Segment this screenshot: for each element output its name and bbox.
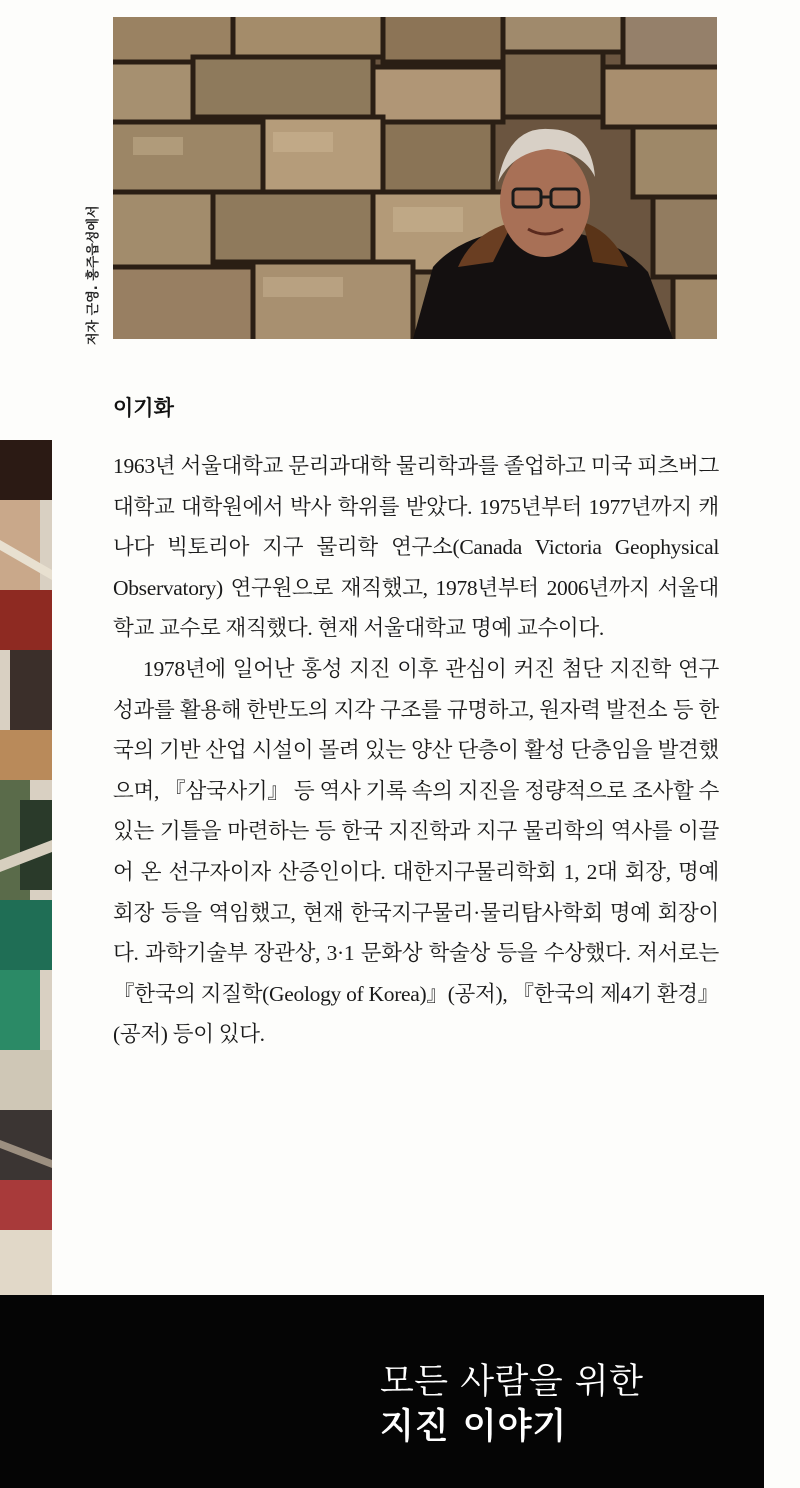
bio-paragraph-2: 1978년에 일어난 홍성 지진 이후 관심이 커진 첨단 지진학 연구 성과를 활용해 한반도의 지각 구조를 규명하고, 원자력 발전소 등 한국의 기반 산업 시설이 몰려 있는 양산 단층이 활성 단층임을 발견했으며, 『삼국사기』 등 역사 기록 속의 지진을 정량적으로 조사할 수 있는 기틀을 마련하는 등 한국 지진학과 지구 물리학의 역사를 이끌어 온 선구자이자 산증인이다. 대한지구물리학회 1, 2대 회장, 명예 회장 등을 역임했고, 현재 한국지구물리·물리탐사학회 명예 회장이다. 과학기술부 장관상, 3·1 문화상 학술상 등을 수상했다. 저서로는 『한국의 지질학(Geology of Korea)』(공저), 『한국의 제4기 환경』(공저) 등이 있다. bbox=[113, 656, 719, 1047]
series-title-line-1: 모든 사람을 위한 bbox=[380, 1362, 644, 1402]
page-edge bbox=[764, 1295, 800, 1488]
cover-illustration-edge bbox=[0, 440, 52, 1295]
photo-credit: 저자 근영. 홍주읍성에서 bbox=[86, 205, 101, 345]
author-biography bbox=[113, 446, 719, 1055]
author-name: 이기화 bbox=[113, 396, 174, 420]
series-title bbox=[380, 1360, 643, 1450]
bio-paragraph-1: 1963년 서울대학교 문리과대학 물리학과를 졸업하고 미국 피츠버그 대학교 대학원에서 박사 학위를 받았다. 1975년부터 1977년까지 캐나다 빅토리아 지구 물리학 연구소(Canada Victoria Geophysical Observatory) 연구원으로 재직했고, 1978년부터 2006년까지 서울대학교 교수로 재직했다. 현재 서울대학교 명예 교수이다. bbox=[113, 454, 719, 641]
author-photo bbox=[113, 17, 717, 339]
series-title-line-2: 지진 이야기 bbox=[380, 1407, 568, 1447]
